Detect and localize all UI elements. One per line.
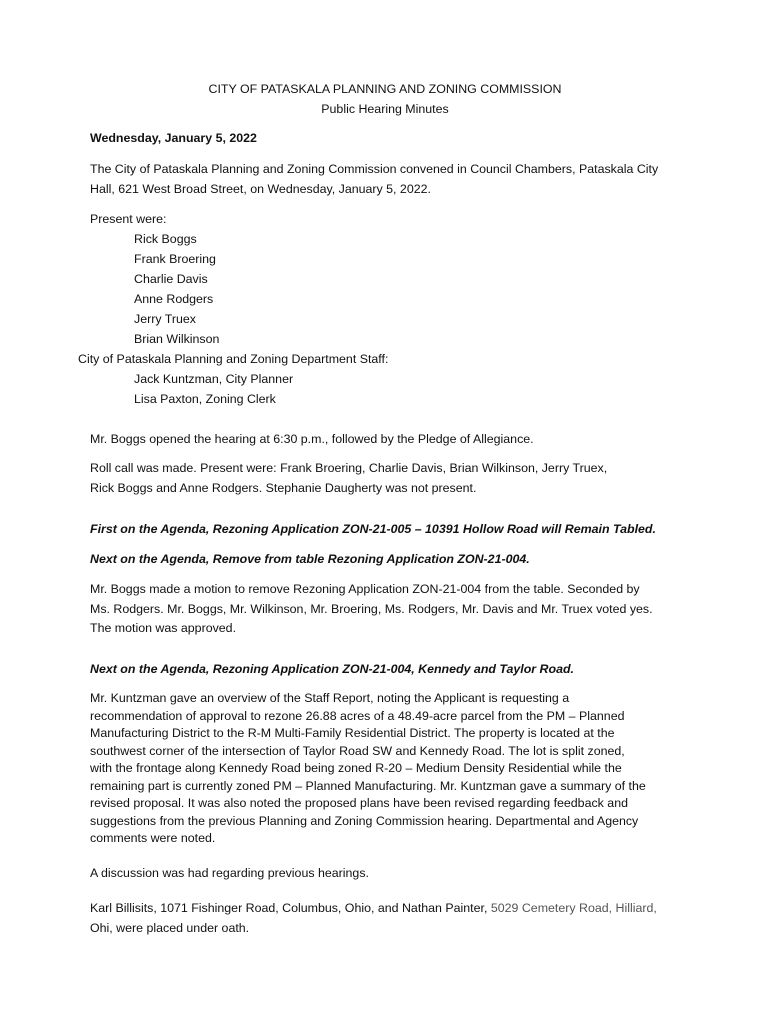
staff-name: Lisa Paxton, Zoning Clerk — [134, 392, 276, 406]
overview-line: revised proposal. It was also noted the proposed plans have been revised regarding feedback and — [90, 796, 628, 810]
intro-paragraph — [90, 161, 680, 198]
document-subtitle: Public Hearing Minutes — [321, 102, 449, 116]
intro-line: Hall, 621 West Broad Street, on Wednesday, January 5, 2022. — [90, 181, 431, 196]
motion-line: Mr. Boggs made a motion to remove Rezoning Application ZON-21-004 from the table. Seconded by — [90, 582, 640, 596]
overview-line: comments were noted. — [90, 831, 216, 845]
oath-paragraph — [90, 900, 680, 937]
opening-statement: Mr. Boggs opened the hearing at 6:30 p.m., followed by the Pledge of Allegiance. — [90, 432, 534, 446]
member-name: Anne Rodgers — [134, 292, 214, 306]
motion-line: The motion was approved. — [90, 621, 237, 635]
motion-line: Ms. Rodgers. Mr. Boggs, Mr. Wilkinson, Mr. Broering, Ms. Rodgers, Mr. Davis and Mr. Truex voted yes. — [90, 601, 653, 616]
intro-line: The City of Pataskala Planning and Zoning Commission convened in Council Chambers, Pataskala City — [90, 162, 659, 176]
member-name: Charlie Davis — [134, 272, 208, 286]
document-title: CITY OF PATASKALA PLANNING AND ZONING COMMISSION — [208, 82, 562, 96]
discussion-statement: A discussion was had regarding previous hearings. — [90, 866, 369, 880]
staff-heading: City of Pataskala Planning and Zoning Department Staff: — [78, 352, 389, 366]
member-name: Frank Broering — [134, 252, 216, 266]
member-name: Brian Wilkinson — [134, 332, 220, 346]
overview-line: with the frontage along Kennedy Road being zoned R-20 – Medium Density Residential while the — [90, 761, 622, 775]
staff-name: Jack Kuntzman, City Planner — [134, 372, 294, 386]
overview-line: Mr. Kuntzman gave an overview of the Staff Report, noting the Applicant is requesting a — [90, 691, 570, 705]
roll-call-line: Roll call was made. Present were: Frank Broering, Charlie Davis, Brian Wilkinson, Jerry Truex, — [90, 461, 608, 475]
motion-paragraph — [90, 581, 680, 638]
agenda-item-1: First on the Agenda, Rezoning Application ZON-21-005 – 10391 Hollow Road will Remain Tabled. — [90, 522, 656, 536]
agenda-item-2: Next on the Agenda, Remove from table Rezoning Application ZON-21-004. — [90, 552, 530, 566]
overview-line: southwest corner of the intersection of Taylor Road SW and Kennedy Road. The lot is split zoned, — [90, 743, 625, 758]
present-heading: Present were: — [90, 212, 167, 226]
oath-line: Ohi, were placed under oath. — [90, 920, 250, 935]
meeting-date: Wednesday, January 5, 2022 — [90, 131, 257, 145]
oath-address: 5029 Cemetery Road, Hilliard, — [490, 901, 657, 915]
overview-line: remaining part is currently zoned PM – Planned Manufacturing. Mr. Kuntzman gave a summary of the — [90, 778, 646, 793]
overview-paragraph — [90, 690, 680, 848]
roll-call-paragraph — [90, 460, 680, 497]
overview-line: suggestions from the previous Planning and Zoning Commission hearing. Departmental and Agency — [90, 813, 639, 828]
overview-line: Manufacturing District to the R-M Multi-Family Residential District. The property is located at the — [90, 726, 615, 740]
overview-line: recommendation of approval to rezone 26.88 acres of a 48.49-acre parcel from the PM – Planned — [90, 708, 625, 723]
oath-names: Karl Billisits, 1071 Fishinger Road, Columbus, Ohio, and Nathan Painter, — [90, 901, 491, 915]
agenda-item-3: Next on the Agenda, Rezoning Application ZON-21-004, Kennedy and Taylor Road. — [90, 662, 574, 676]
member-name: Rick Boggs — [134, 232, 197, 246]
member-name: Jerry Truex — [134, 312, 196, 326]
roll-call-line: Rick Boggs and Anne Rodgers. Stephanie Daugherty was not present. — [90, 480, 477, 495]
oath-line — [90, 900, 680, 918]
